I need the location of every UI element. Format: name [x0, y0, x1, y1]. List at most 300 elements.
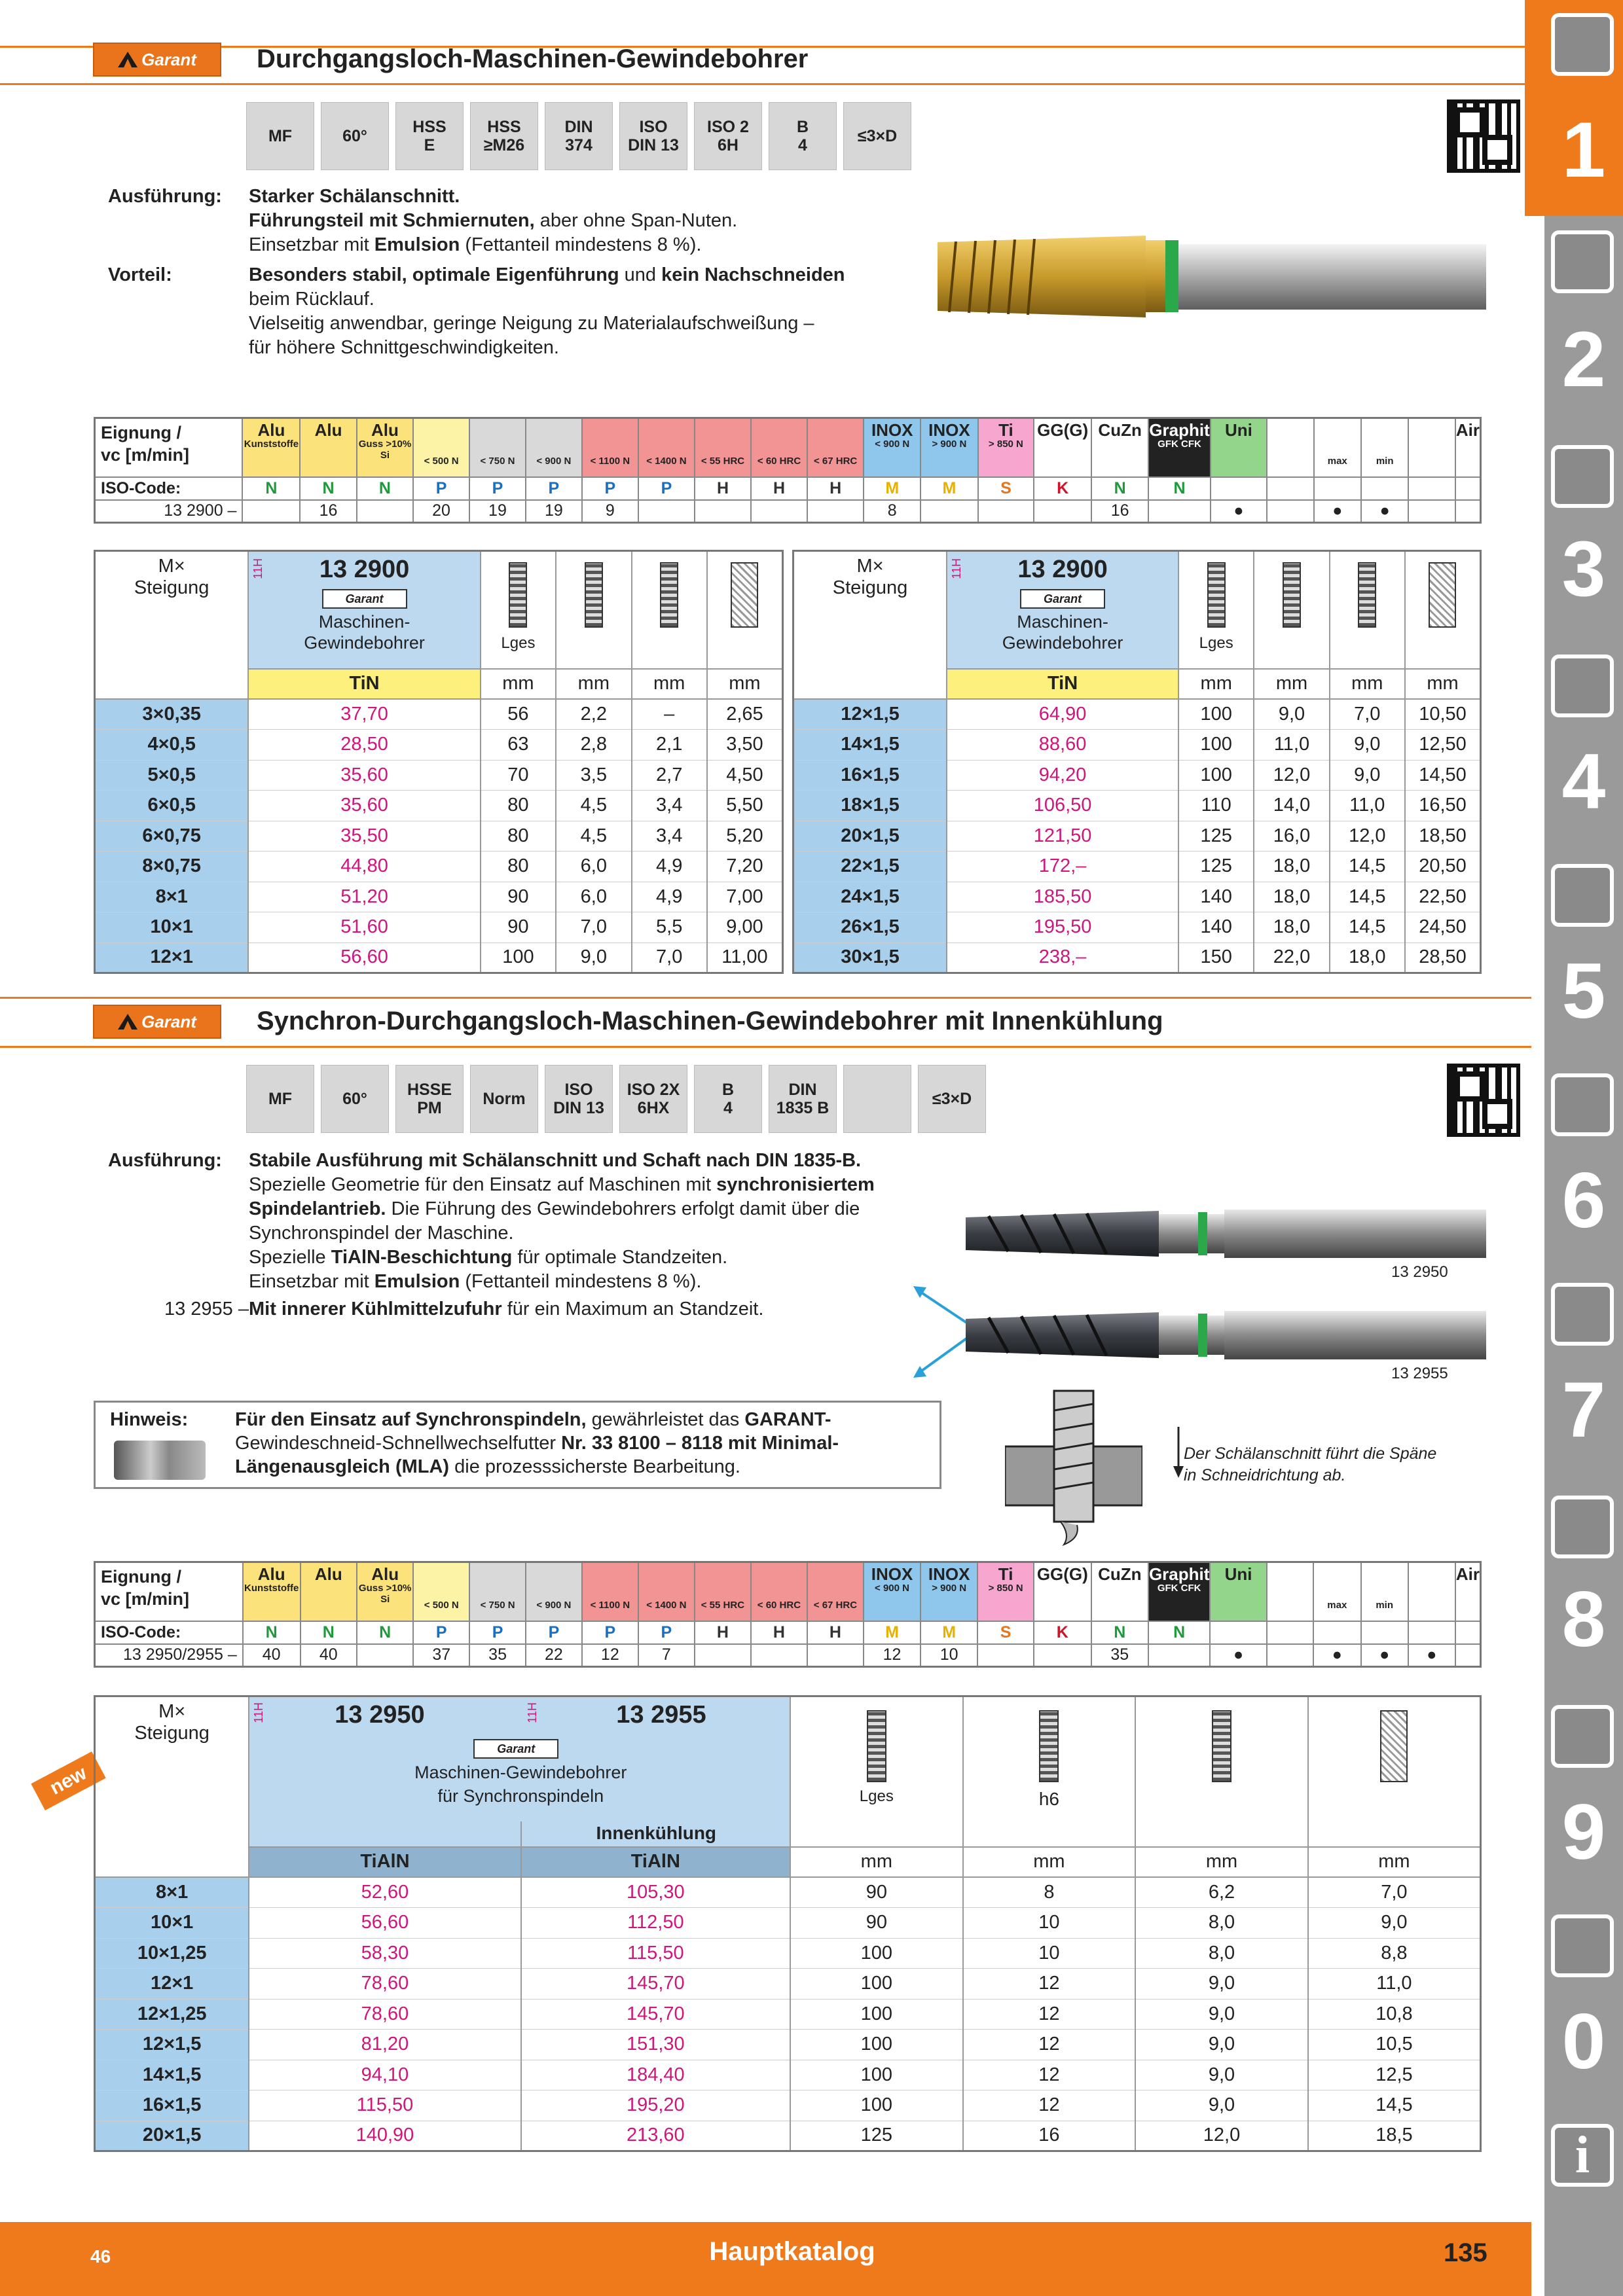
badge-line2: 6H [718, 136, 739, 154]
dimension-value: 9,0 [1135, 1969, 1308, 2000]
material-spec: < 60 HRC [757, 1600, 801, 1611]
spec-badge [395, 102, 464, 170]
cutting-speed [807, 1644, 864, 1667]
material-header [751, 418, 807, 477]
dimension-value: 12,0 [1135, 2121, 1308, 2151]
tap-dimension-icon [1380, 1710, 1408, 1782]
dimension-value: 80 [481, 821, 556, 852]
thread-size: 12×1,25 [95, 1999, 249, 2030]
iso-code: P [469, 1621, 526, 1644]
price[interactable]: 172,– [947, 852, 1178, 882]
price[interactable]: 195,20 [521, 2090, 790, 2121]
badge-line2: DIN 13 [628, 136, 679, 154]
sidebar-number-2[interactable]: 2 [1561, 315, 1606, 403]
unit-label: mm [1405, 669, 1481, 700]
article-header-2 [249, 1696, 790, 1847]
price[interactable]: 28,50 [248, 730, 480, 761]
dimension-value: 100 [790, 1938, 963, 1969]
iso-code: N [242, 477, 300, 500]
dimension-value: 90 [790, 1908, 963, 1939]
sidebar-number-0[interactable]: 0 [1561, 1998, 1606, 2085]
thread-size: 20×1,5 [793, 821, 947, 852]
product-table-2 [94, 1695, 1482, 2152]
dimension-value: 18,5 [1308, 2121, 1481, 2151]
cutting-speed: ● [1361, 1644, 1408, 1667]
vorteil-label: Vorteil: [108, 264, 172, 285]
thread-size: 6×0,5 [95, 791, 249, 821]
unit-label: mm [1178, 669, 1254, 700]
cutting-speed: 12 [864, 1644, 921, 1667]
a2-line5c: für optimale Standzeiten. [512, 1247, 728, 1268]
material-header [469, 1562, 526, 1621]
dimension-value: 9,0 [556, 942, 631, 973]
h3a: Längenausgleich (MLA) [235, 1456, 450, 1477]
price[interactable]: 51,60 [248, 912, 480, 943]
dimension-value: 4,5 [556, 791, 631, 821]
badge-line2: E [424, 136, 435, 154]
badge-line1: HSS [412, 118, 447, 136]
ausfuehrung2-label: Ausführung: [108, 1150, 222, 1171]
badge-line2: DIN 13 [553, 1099, 604, 1117]
dimension-value: 7,0 [1308, 1877, 1481, 1908]
cutting-speed [751, 500, 807, 523]
innenkuehlung-label: Innenkühlung [596, 1823, 717, 1843]
sidebar-number-8[interactable]: 8 [1561, 1575, 1606, 1663]
cutting-speed [1034, 1644, 1091, 1667]
iso-code [1267, 1621, 1313, 1644]
material-header [469, 418, 526, 477]
iso-code: N [357, 477, 413, 500]
badge-line1: ISO [639, 118, 668, 136]
cabinet-icon[interactable] [1551, 1705, 1614, 1768]
dimension-value: 12 [963, 1969, 1136, 2000]
dimension-value: 100 [790, 2090, 963, 2121]
vort-1a: Besonders stabil, optimale Eigenführung [249, 264, 619, 285]
iso-code: P [582, 477, 638, 500]
cutting-speed: ● [1210, 1644, 1266, 1667]
material-header [300, 418, 356, 477]
badge-line1: B [721, 1081, 735, 1099]
price[interactable]: 140,90 [249, 2121, 520, 2151]
iso-code: N [357, 1621, 413, 1644]
material-spec: < 1100 N [590, 1600, 630, 1611]
material-name: Air [1455, 1564, 1480, 1584]
badge-line2: 4 [723, 1099, 733, 1117]
dimension-value: 9,0 [1135, 2030, 1308, 2060]
table-row [95, 1938, 1481, 1969]
new-badge: new [31, 1751, 105, 1810]
dimension-value: 12,0 [1330, 821, 1405, 852]
price[interactable]: 184,40 [521, 2060, 790, 2090]
thread-size: 5×0,5 [95, 760, 249, 791]
price[interactable]: 121,50 [947, 821, 1178, 852]
garant-logo-2 [93, 1005, 221, 1039]
thread-size: 30×1,5 [793, 942, 947, 973]
illustration-caption [1184, 1443, 1436, 1486]
a2-line7a: Mit innerer Kühlmittelzufuhr [249, 1299, 502, 1319]
safety-icon[interactable] [1551, 1914, 1614, 1977]
iso-code: P [413, 477, 469, 500]
garant-logo-mark-2 [118, 1014, 137, 1030]
caliper-icon[interactable] [1551, 655, 1614, 717]
chuck-icon[interactable] [1551, 445, 1614, 508]
dimension-icon [481, 551, 556, 669]
ausf-line3a: Einsetzbar mit [249, 234, 374, 255]
thread-size: 8×1 [95, 1877, 249, 1908]
lges-label: Lges [859, 1787, 894, 1805]
material-header [1455, 418, 1481, 477]
iso-code: M [921, 477, 977, 500]
iso-code: N [1091, 1621, 1148, 1644]
h1c: GARANT- [744, 1409, 831, 1430]
img-label-132955: 13 2955 [1391, 1365, 1448, 1382]
iso-code [1361, 477, 1408, 500]
saw-icon[interactable] [1551, 864, 1614, 927]
badge-line1: DIN [788, 1081, 817, 1099]
suit-label [95, 1562, 243, 1621]
dimension-value: 9,0 [1254, 699, 1329, 730]
price[interactable]: 51,20 [248, 882, 480, 912]
material-spec: < 67 HRC [813, 456, 858, 467]
tap-dimension-icon [867, 1710, 886, 1782]
badge-line2: 1835 B [776, 1099, 830, 1117]
thread-size: 12×1,5 [793, 699, 947, 730]
table-row [95, 821, 783, 852]
dimension-value: 18,0 [1254, 852, 1329, 882]
price[interactable]: 94,10 [249, 2060, 520, 2090]
spec-badge [694, 102, 762, 170]
sidebar-number-3[interactable]: 3 [1561, 525, 1606, 613]
price[interactable]: 145,70 [521, 1999, 790, 2030]
price[interactable]: 106,50 [947, 791, 1178, 821]
dimension-icon [1178, 551, 1254, 669]
price[interactable]: 52,60 [249, 1877, 520, 1908]
cutting-speed: ● [1408, 1644, 1455, 1667]
dimension-value: 100 [790, 1969, 963, 2000]
tolerance-label: 11H [950, 558, 964, 579]
dimension-value: 4,50 [707, 760, 783, 791]
vort-2: beim Rücklauf. [249, 289, 374, 310]
dimension-value: 56 [481, 699, 556, 730]
wrench-icon[interactable] [1551, 1073, 1614, 1136]
table-row [95, 852, 783, 882]
sidebar-number-5[interactable]: 5 [1561, 947, 1606, 1035]
price[interactable]: 56,60 [249, 1908, 520, 1939]
pliers-icon[interactable] [1551, 1283, 1614, 1346]
insert-icon[interactable] [1551, 230, 1614, 293]
workbench-icon[interactable] [1551, 1496, 1614, 1558]
ausf-line3c: (Fettanteil mindestens 8 %). [460, 234, 702, 255]
dimension-value: 22,50 [1405, 882, 1481, 912]
material-header [1408, 418, 1455, 477]
cutting-speed: 35 [469, 1644, 526, 1667]
spec-badge [918, 1065, 986, 1133]
vort-3: Vielseitig anwendbar, geringe Neigung zu Materialaufschweißung – [249, 313, 814, 334]
iso-code [1455, 1621, 1481, 1644]
table-row [793, 760, 1481, 791]
cutting-speed: 16 [300, 500, 356, 523]
material-header [1034, 1562, 1091, 1621]
dimension-value: 9,0 [1135, 2090, 1308, 2121]
qr-code[interactable] [1447, 99, 1520, 173]
price[interactable]: 58,30 [249, 1938, 520, 1969]
table-row [95, 912, 783, 943]
cutting-speed: ● [1361, 500, 1408, 523]
garant-logo [93, 43, 221, 77]
badge-line1: ISO 2X [627, 1081, 680, 1099]
material-name: INOX [871, 420, 913, 440]
dimension-value: 3,4 [632, 791, 707, 821]
price[interactable]: 115,50 [249, 2090, 520, 2121]
material-spec: Guss >10% Si [358, 439, 412, 461]
price[interactable]: 78,60 [249, 1999, 520, 2030]
badge-line1: DIN [564, 118, 593, 136]
tap-dimension-icon [1207, 562, 1226, 628]
price[interactable]: 238,– [947, 942, 1178, 973]
dimension-value: 10 [963, 1938, 1136, 1969]
dimension-value: 10 [963, 1908, 1136, 1939]
dimension-value: 100 [790, 2030, 963, 2060]
unit-label: mm [1308, 1847, 1481, 1878]
price[interactable]: 94,20 [947, 760, 1178, 791]
table-row [95, 942, 783, 973]
garant-mini-logo: Garant [1020, 589, 1105, 609]
material-spec: min [1376, 456, 1394, 467]
table-row [95, 1999, 1481, 2030]
cutting-speed: 37 [413, 1644, 469, 1667]
dimension-value: 12,50 [1405, 730, 1481, 761]
coating-label: TiN [947, 669, 1178, 700]
article-number: 13 2900 [319, 556, 410, 583]
qr-code-2[interactable] [1447, 1064, 1520, 1137]
tap-dimension-icon [1283, 562, 1301, 628]
iso-code: H [807, 477, 864, 500]
cutting-speed: 20 [413, 500, 469, 523]
cutting-speed: 10 [921, 1644, 977, 1667]
cutting-speed [1267, 500, 1313, 523]
table-row [95, 2090, 1481, 2121]
dimension-value: 12,0 [1254, 760, 1329, 791]
dimension-value: 140 [1178, 912, 1254, 943]
dimension-value: 100 [790, 1999, 963, 2030]
badge-line2: 6HX [637, 1099, 670, 1117]
a2-line7b: für ein Maximum an Standzeit. [501, 1299, 764, 1319]
dimension-value: 150 [1178, 942, 1254, 973]
tap-dimension-icon [1039, 1710, 1059, 1782]
dimension-value: 90 [481, 882, 556, 912]
suitability-table-1 [94, 417, 1482, 524]
dimension-value: 7,0 [556, 912, 631, 943]
cutting-speed [1455, 1644, 1481, 1667]
material-name: Alu [371, 1564, 399, 1584]
dimension-value: 7,00 [707, 882, 783, 912]
dimension-value: 28,50 [1405, 942, 1481, 973]
iso-label: ISO-Code: [95, 1621, 243, 1644]
price[interactable]: 64,90 [947, 699, 1178, 730]
dimension-value: 140 [1178, 882, 1254, 912]
ausf-line2-bold: Führungsteil mit Schmiernuten, [249, 210, 535, 231]
iso-code: P [526, 1621, 582, 1644]
dimension-value: 20,50 [1405, 852, 1481, 882]
iso-code [1408, 1621, 1455, 1644]
suit-row-label: 13 2900 – [95, 500, 243, 523]
dimension-value: 3,5 [556, 760, 631, 791]
table-row [793, 912, 1481, 943]
thread-size: 10×1 [95, 912, 249, 943]
table-row [95, 791, 783, 821]
h2b: Nr. 33 8100 – 8118 mit Minimal- [561, 1433, 839, 1454]
tap-image-132955 [962, 1299, 1486, 1371]
price[interactable]: 35,60 [248, 760, 480, 791]
sidebar-number-7[interactable]: 7 [1561, 1366, 1606, 1454]
a2-line6c: (Fettanteil mindestens 8 %). [460, 1271, 702, 1292]
dimension-value: 14,5 [1308, 2090, 1481, 2121]
price[interactable]: 88,60 [947, 730, 1178, 761]
h1b: gewährleistet das [586, 1409, 745, 1430]
material-name: Ti [998, 1564, 1013, 1584]
dimension-value: 100 [481, 942, 556, 973]
material-header [526, 418, 582, 477]
material-name: Uni [1224, 420, 1252, 440]
material-spec: Kunststoffe [244, 1583, 299, 1594]
cutting-speed [695, 1644, 751, 1667]
dimension-value: 12,5 [1308, 2060, 1481, 2090]
iso-code [1313, 1621, 1360, 1644]
ausf-line2: aber ohne Span-Nuten. [534, 210, 738, 231]
dimension-value: 100 [1178, 730, 1254, 761]
cutting-speed [1408, 500, 1455, 523]
dimension-value: 100 [790, 2060, 963, 2090]
price[interactable]: 105,30 [521, 1877, 790, 1908]
cutting-speed: 8 [864, 500, 921, 523]
tap-dimension-icon [660, 562, 678, 628]
dimension-icon [1330, 551, 1405, 669]
thread-size: 16×1,5 [95, 2090, 249, 2121]
material-header [1091, 1562, 1148, 1621]
price[interactable]: 185,50 [947, 882, 1178, 912]
material-header [1091, 418, 1148, 477]
article-header [248, 551, 480, 669]
spec-badge [694, 1065, 762, 1133]
dimension-value: 2,7 [632, 760, 707, 791]
material-header [921, 418, 977, 477]
price[interactable]: 81,20 [249, 2030, 520, 2060]
material-name: Uni [1224, 1564, 1252, 1584]
price[interactable]: 195,50 [947, 912, 1178, 943]
unit-label: mm [963, 1847, 1136, 1878]
dimension-value: 9,0 [1308, 1908, 1481, 1939]
price[interactable]: 115,50 [521, 1938, 790, 1969]
sidebar-number-6[interactable]: 6 [1561, 1157, 1606, 1244]
cutting-speed [921, 500, 977, 523]
dimension-value: 110 [1178, 791, 1254, 821]
table-row [95, 760, 783, 791]
dimension-value: 7,0 [632, 942, 707, 973]
price[interactable]: 112,50 [521, 1908, 790, 1939]
tap-dimension-icon [585, 562, 603, 628]
iso-code: H [751, 1621, 807, 1644]
dimension-value: 90 [481, 912, 556, 943]
suit-row-label: 13 2950/2955 – [95, 1644, 243, 1667]
a2-line5a: Spezielle [249, 1247, 331, 1268]
product-name-2: Gewindebohrer [1002, 633, 1123, 653]
material-header [526, 1562, 582, 1621]
sidebar-number-9[interactable]: 9 [1561, 1788, 1606, 1876]
material-header [1034, 418, 1091, 477]
section1-title: Durchgangsloch-Maschinen-Gewindebohrer [257, 45, 809, 73]
spec-badge [545, 102, 613, 170]
thread-size: 14×1,5 [95, 2060, 249, 2090]
iso-code [1211, 477, 1267, 500]
dimension-value: 11,00 [707, 942, 783, 973]
thread-size: 12×1,5 [95, 2030, 249, 2060]
dimension-value: 9,0 [1135, 2060, 1308, 2090]
badge-line1: ISO [564, 1081, 593, 1099]
dimension-value: 24,50 [1405, 912, 1481, 943]
sidebar-number-1[interactable]: 1 [1561, 106, 1606, 194]
article-header [947, 551, 1178, 669]
hinweis-text [235, 1408, 942, 1479]
section2-description [108, 1149, 959, 1338]
product-table-left [94, 550, 784, 974]
vort-1b: und [619, 264, 662, 285]
iso-code: H [807, 1621, 864, 1644]
iso-code [1210, 1621, 1266, 1644]
dimension-value: 10,50 [1405, 699, 1481, 730]
footer-left-page: 46 [90, 2246, 111, 2267]
iso-code [1361, 1621, 1408, 1644]
price[interactable]: 35,60 [248, 791, 480, 821]
dimension-value: 10,5 [1308, 2030, 1481, 2060]
dimension-value: 8,8 [1308, 1938, 1481, 1969]
price[interactable]: 145,70 [521, 1969, 790, 2000]
sidebar-number-4[interactable]: 4 [1561, 738, 1606, 825]
h2a: Gewindeschneid-Schnellwechselfutter [235, 1433, 562, 1454]
cutting-speed [1267, 1644, 1313, 1667]
dimension-value: 125 [1178, 821, 1254, 852]
dimension-value: 6,0 [556, 882, 631, 912]
material-spec: Kunststoffe [244, 439, 299, 450]
price[interactable]: 78,60 [249, 1969, 520, 2000]
spec-badge [769, 102, 837, 170]
table-row [95, 1969, 1481, 2000]
dimension-icon [1308, 1696, 1481, 1847]
info-icon[interactable] [1551, 2124, 1614, 2187]
thread-size: 20×1,5 [95, 2121, 249, 2151]
dimension-value: 63 [481, 730, 556, 761]
dimension-value: 100 [1178, 760, 1254, 791]
unit-label: mm [1254, 669, 1329, 700]
coating-label: TiAlN [521, 1847, 790, 1878]
cutting-speed [977, 1644, 1034, 1667]
price[interactable]: 35,50 [248, 821, 480, 852]
cutting-speed: ● [1314, 500, 1361, 523]
drill-icon[interactable] [1551, 13, 1614, 76]
price[interactable]: 56,60 [248, 942, 480, 973]
material-spec: < 55 HRC [701, 1600, 745, 1611]
price[interactable]: 37,70 [248, 699, 480, 730]
spec-badge [843, 102, 911, 170]
table-row [793, 699, 1481, 730]
spec-badge [321, 102, 389, 170]
garant-logo-mark [118, 52, 137, 67]
price[interactable]: 44,80 [248, 852, 480, 882]
dimension-icon [963, 1696, 1136, 1847]
section1-description [108, 185, 959, 368]
price[interactable]: 151,30 [521, 2030, 790, 2060]
price[interactable]: 213,60 [521, 2121, 790, 2151]
iso-code: P [638, 1621, 695, 1644]
